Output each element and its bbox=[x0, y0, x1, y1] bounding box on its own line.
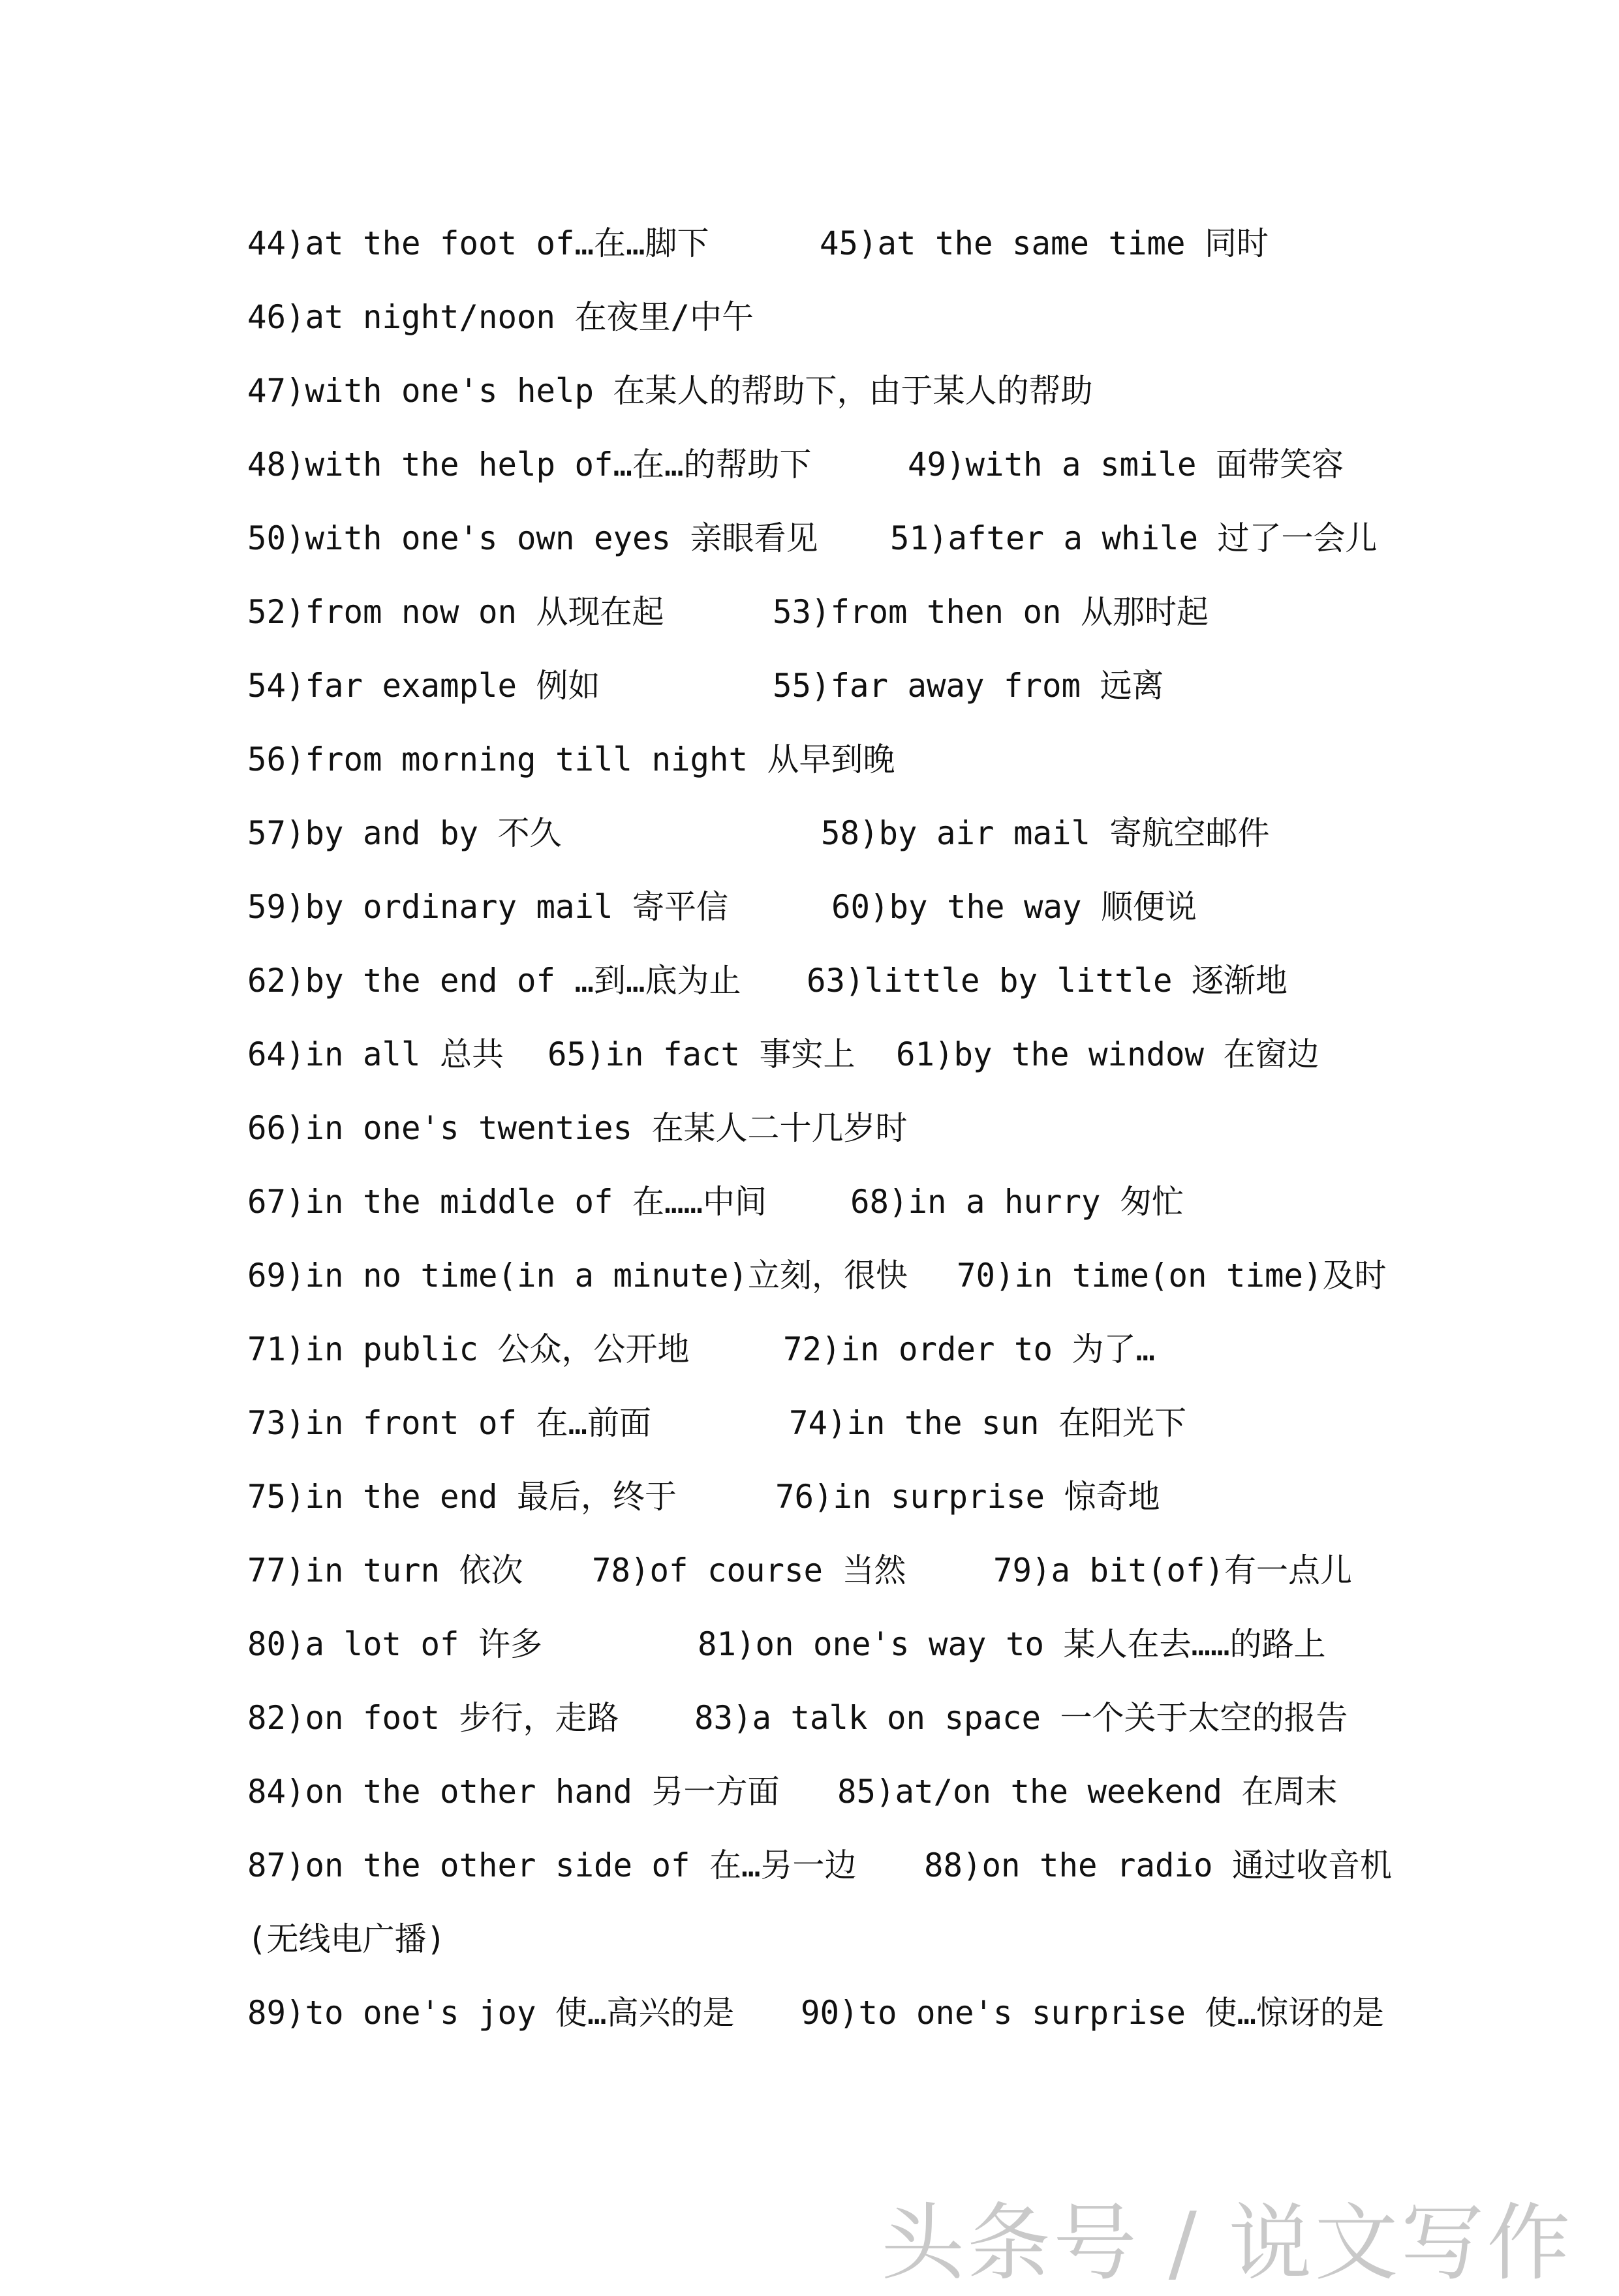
phrase-line bbox=[0, 1843, 1619, 1916]
phrase-entry: 68)in a hurry 匆忙 bbox=[850, 1183, 1184, 1221]
phrase-line bbox=[0, 1769, 1619, 1843]
phrase-line bbox=[0, 1621, 1619, 1695]
phrase-line bbox=[0, 1916, 1619, 1990]
phrase-entry: 63)little by little 逐渐地 bbox=[807, 962, 1288, 1000]
phrase-line bbox=[0, 442, 1619, 515]
watermark: 头条号 / 说文写作 bbox=[881, 2195, 1573, 2292]
phrase-entry: 73)in front of 在…前面 bbox=[247, 1404, 652, 1442]
phrase-line bbox=[0, 1253, 1619, 1326]
phrase-line bbox=[0, 663, 1619, 737]
phrase-entry: 75)in the end 最后，终于 bbox=[247, 1478, 677, 1516]
phrase-entry: 84)on the other hand 另一方面 bbox=[247, 1773, 780, 1811]
phrase-entry: 52)from now on 从现在起 bbox=[247, 593, 664, 631]
phrase-entry: 51)after a while 过了一会儿 bbox=[890, 519, 1378, 557]
phrase-entry: 67)in the middle of 在……中间 bbox=[247, 1183, 767, 1221]
phrase-entry: 74)in the sun 在阳光下 bbox=[789, 1404, 1187, 1442]
phrase-entry: 49)with a smile 面带笑容 bbox=[908, 446, 1344, 483]
phrase-entry: 64)in all 总共 bbox=[247, 1035, 504, 1073]
phrase-entry: 60)by the way 顺便说 bbox=[831, 888, 1197, 926]
phrase-entry: 66)in one's twenties 在某人二十几岁时 bbox=[247, 1109, 908, 1147]
phrase-entry: 85)at/on the weekend 在周末 bbox=[837, 1773, 1338, 1811]
phrase-entry: 71)in public 公众，公开地 bbox=[247, 1330, 690, 1368]
phrase-line bbox=[0, 1032, 1619, 1105]
phrase-entry: 77)in turn 依次 bbox=[247, 1552, 523, 1589]
phrase-line bbox=[0, 810, 1619, 884]
phrase-line bbox=[0, 1105, 1619, 1179]
phrase-entry: 83)a talk on space 一个关于太空的报告 bbox=[694, 1699, 1348, 1737]
phrase-line bbox=[0, 958, 1619, 1032]
phrase-entry: 87)on the other side of 在…另一边 bbox=[247, 1846, 857, 1884]
phrase-entry: 82)on foot 步行，走路 bbox=[247, 1699, 619, 1737]
phrase-line bbox=[0, 1990, 1619, 2064]
phrase-entry: 45)at the same time 同时 bbox=[820, 224, 1269, 262]
phrase-entry: 90)to one's surprise 使…惊讶的是 bbox=[801, 1994, 1385, 2032]
phrase-entry: 81)on one's way to 某人在去……的路上 bbox=[698, 1625, 1326, 1663]
phrase-entry: 62)by the end of …到…底为止 bbox=[247, 962, 741, 1000]
phrase-entry: 44)at the foot of…在…脚下 bbox=[247, 224, 709, 262]
phrase-line bbox=[0, 1548, 1619, 1621]
phrase-entry: 79)a bit(of)有一点儿 bbox=[993, 1552, 1353, 1589]
phrase-line bbox=[0, 515, 1619, 589]
phrase-line bbox=[0, 1474, 1619, 1548]
phrase-entry: 70)in time(on time)及时 bbox=[957, 1257, 1387, 1294]
phrase-line bbox=[0, 884, 1619, 958]
phrase-entry: 58)by air mail 寄航空邮件 bbox=[821, 814, 1270, 852]
phrase-line bbox=[0, 368, 1619, 442]
phrase-entry: 50)with one's own eyes 亲眼看见 bbox=[247, 519, 818, 557]
phrase-line bbox=[0, 1326, 1619, 1400]
phrase-line bbox=[0, 1695, 1619, 1769]
phrase-entry: 65)in fact 事实上 bbox=[547, 1035, 856, 1073]
phrase-entry: (无线电广播) bbox=[247, 1920, 446, 1958]
phrase-line bbox=[0, 589, 1619, 663]
phrase-entry: 80)a lot of 许多 bbox=[247, 1625, 543, 1663]
phrase-entry: 57)by and by 不久 bbox=[247, 814, 562, 852]
phrase-line bbox=[0, 737, 1619, 810]
phrase-entry: 78)of course 当然 bbox=[592, 1552, 906, 1589]
phrase-entry: 88)on the radio 通过收音机 bbox=[924, 1846, 1393, 1884]
phrase-entry: 46)at night/noon 在夜里/中午 bbox=[247, 298, 754, 336]
phrase-entry: 47)with one's help 在某人的帮助下，由于某人的帮助 bbox=[247, 372, 1093, 410]
phrase-entry: 54)far example 例如 bbox=[247, 667, 600, 705]
phrase-entry: 53)from then on 从那时起 bbox=[773, 593, 1209, 631]
phrase-entry: 69)in no time(in a minute)立刻，很快 bbox=[247, 1257, 908, 1294]
phrase-line bbox=[0, 221, 1619, 294]
phrase-entry: 59)by ordinary mail 寄平信 bbox=[247, 888, 729, 926]
phrase-entry: 48)with the help of…在…的帮助下 bbox=[247, 446, 812, 483]
phrase-entry: 55)far away from 远离 bbox=[773, 667, 1164, 705]
phrase-entry: 89)to one's joy 使…高兴的是 bbox=[247, 1994, 735, 2032]
phrase-line bbox=[0, 1400, 1619, 1474]
phrase-entry: 72)in order to 为了… bbox=[783, 1330, 1156, 1368]
phrase-entry: 76)in surprise 惊奇地 bbox=[775, 1478, 1160, 1516]
phrase-line bbox=[0, 1179, 1619, 1253]
phrase-entry: 61)by the window 在窗边 bbox=[896, 1035, 1319, 1073]
phrase-entry: 56)from morning till night 从早到晚 bbox=[247, 741, 895, 778]
phrase-line bbox=[0, 294, 1619, 368]
